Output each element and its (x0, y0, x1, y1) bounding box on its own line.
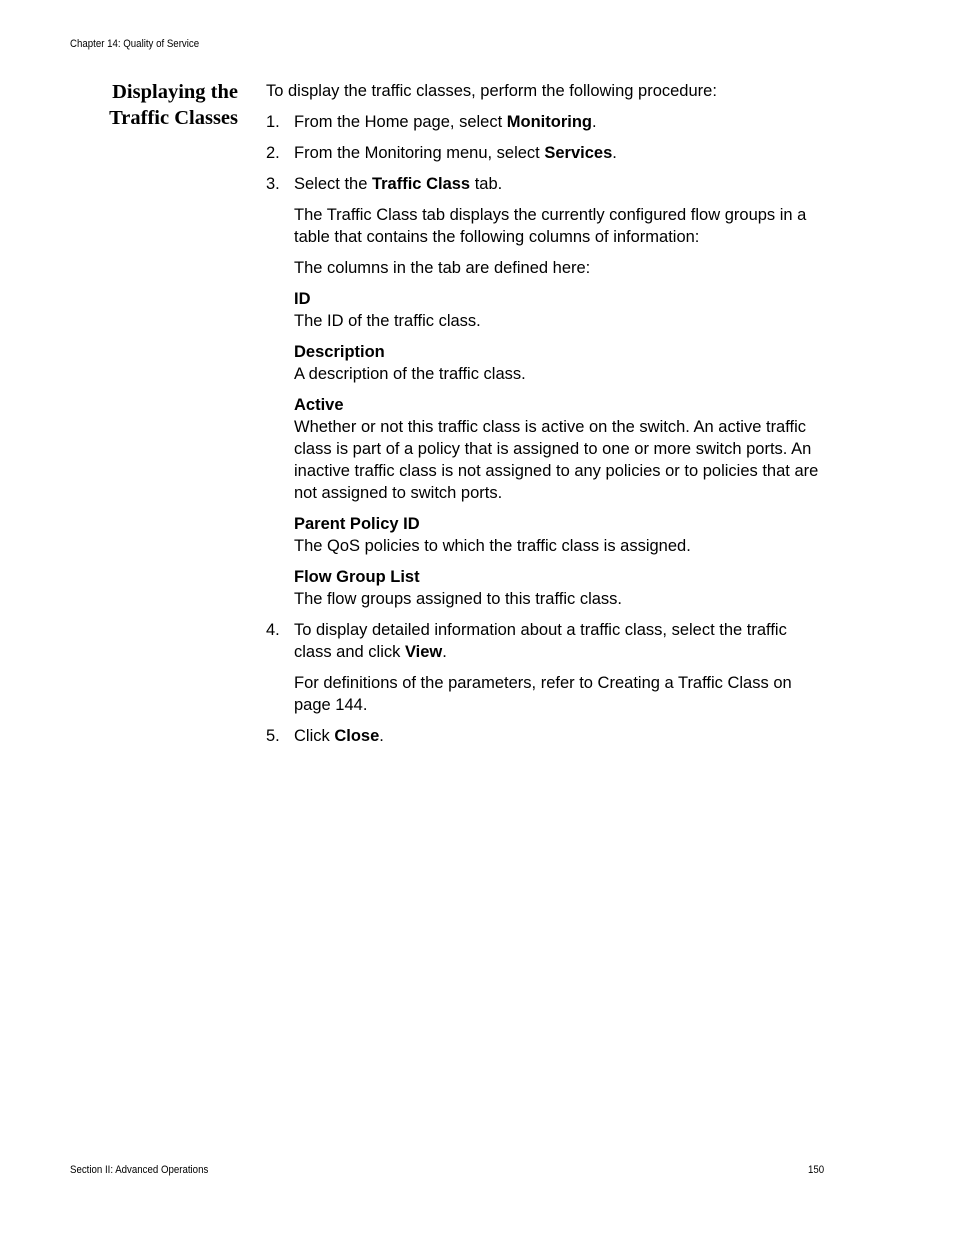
step-3 (266, 173, 826, 610)
procedure-steps (266, 111, 826, 747)
step-text: From the Monitoring menu, select (294, 144, 545, 162)
definition-description (294, 341, 826, 385)
step-number: 1. (266, 113, 280, 131)
step-4-paragraph-1: For definitions of the parameters, refer to Creating a Traffic Class on page 144. (294, 674, 792, 714)
step-punct: . (612, 144, 617, 162)
step-text: From the Home page, select (294, 113, 507, 131)
step-number: 5. (266, 727, 280, 745)
step-number: 3. (266, 175, 280, 193)
definition-text: The ID of the traffic class. (294, 312, 481, 330)
definition-text: The QoS policies to which the traffic class is assigned. (294, 537, 691, 555)
step-line (294, 173, 826, 195)
step-text: To display detailed information about a traffic class, select the traffic class and click (294, 621, 787, 661)
footer-section: Section II: Advanced Operations (70, 1164, 209, 1176)
step-3-paragraph-2: The columns in the tab are defined here: (294, 259, 591, 277)
running-header: Chapter 14: Quality of Service (70, 38, 200, 50)
definition-parent-policy-id (294, 513, 826, 557)
intro-paragraph: To display the traffic classes, perform the following procedure: (266, 82, 717, 100)
step-ui-label: Close (334, 727, 380, 745)
step-ui-label: Monitoring (506, 113, 592, 131)
definition-text: A description of the traffic class. (294, 365, 526, 383)
definition-text: Whether or not this traffic class is active on the switch. An active traffic class is part of a policy that is assigned to one or more switch ports. An inactive traffic class is not assigned to any policies or to policies that are not assigned to switch ports. (294, 418, 819, 502)
step-4 (266, 619, 826, 716)
step-ui-label: View (404, 643, 443, 661)
step-line (294, 619, 826, 663)
step-ui-label: Traffic Class (371, 175, 471, 193)
step-punct: . (379, 727, 384, 745)
definition-flow-group-list (294, 566, 826, 610)
section-title (70, 79, 238, 131)
definition-active (294, 394, 826, 504)
step-punct: . (592, 113, 597, 131)
section-title-line1: Displaying the (112, 81, 238, 103)
definition-id (294, 288, 826, 332)
definition-term: Parent Policy ID (294, 515, 420, 533)
step-text: Click (294, 727, 335, 745)
definition-term: Description (294, 343, 385, 361)
step-3-paragraph-1: The Traffic Class tab displays the currently configured flow groups in a table that contains the following columns of information: (294, 206, 807, 246)
step-number: 4. (266, 621, 280, 639)
page-number: 150 (808, 1164, 825, 1176)
step-number: 2. (266, 144, 280, 162)
section-title-line2: Traffic Classes (109, 107, 238, 129)
definition-term: Active (294, 396, 344, 414)
definition-term: ID (294, 290, 311, 308)
step-punct: tab. (470, 175, 503, 193)
definition-term: Flow Group List (294, 568, 420, 586)
step-5 (266, 725, 826, 747)
step-1 (266, 111, 826, 133)
step-punct: . (442, 643, 447, 661)
body-column (266, 80, 826, 756)
step-ui-label: Services (544, 144, 613, 162)
step-text: Select the (294, 175, 372, 193)
step-2 (266, 142, 826, 164)
definition-text: The flow groups assigned to this traffic class. (294, 590, 623, 608)
